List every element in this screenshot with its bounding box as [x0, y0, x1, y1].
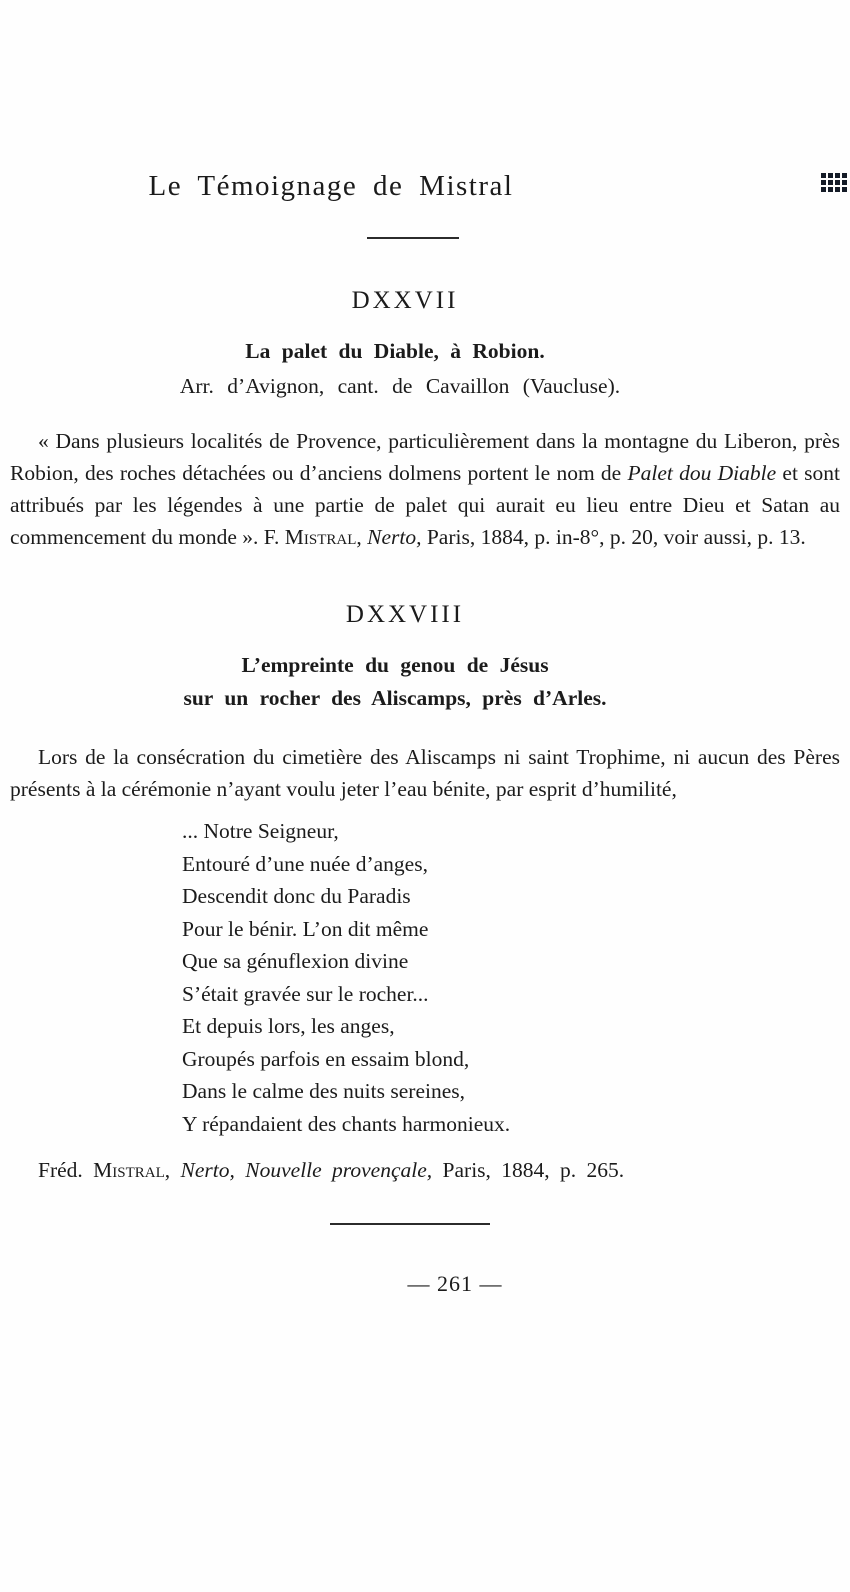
- poem-line: Pour le bénir. L’on dit même: [182, 916, 429, 941]
- section-number: DXXVII: [351, 287, 459, 314]
- poem-line: Y répandaient des chants harmonieux.: [182, 1111, 511, 1136]
- title-divider: [367, 237, 459, 239]
- text-segment: Fréd.: [38, 1158, 94, 1182]
- text-segment: Lors de la consécration du cimetière des Aliscamps ni saint Trophime, ni aucun des Pères présents à la cérémonie n’ayant voulu jeter l’eau bénite, par esprit d’humilité,: [10, 745, 840, 801]
- apps-grid-icon[interactable]: [821, 173, 847, 192]
- text-segment-smallcaps: Mistral: [93, 1158, 165, 1182]
- text-segment: « Dans plusieurs localités de Provence, particulièrement dans la montagne du Liberon, près Robion, des roches détachées ou d’anciens dolmens portent le nom de: [10, 429, 840, 485]
- paragraph: [10, 741, 840, 805]
- poem-line: ... Notre Seigneur,: [182, 819, 339, 843]
- text-segment-italic: Nerto,: [367, 525, 422, 549]
- text-segment-smallcaps: Mistral: [284, 525, 357, 549]
- page-title: Le Témoignage de Mistral: [148, 170, 514, 202]
- text-segment: Paris, 1884, p. 265.: [432, 1158, 625, 1182]
- poem-line: Dans le calme des nuits sereines,: [182, 1079, 465, 1103]
- text-segment-italic: Nerto, Nouvelle provençale,: [180, 1158, 433, 1182]
- section-dxxviii: [10, 601, 840, 1183]
- text-segment: et sont attribués par les légendes à une partie de palet qui aurait eu lieu entre Dieu et Satan au commencement du monde ». F.: [10, 461, 841, 549]
- text-segment: ,: [356, 525, 368, 549]
- section-heading-line2: sur un rocher des Aliscamps, près d’Arles.: [183, 686, 607, 710]
- page-number: — 261 —: [407, 1271, 503, 1296]
- section-heading: La palet du Diable, à Robion.: [245, 339, 545, 363]
- poem-line: Et depuis lors, les anges,: [182, 1014, 395, 1038]
- poem-line: Groupés parfois en essaim blond,: [182, 1046, 470, 1071]
- text-segment: Paris, 1884, p. in-8°, p. 20, voir aussi, p. 13.: [421, 525, 806, 549]
- poem-line: Que sa génuflexion divine: [182, 949, 409, 973]
- poem-block: [182, 815, 840, 1140]
- citation: [38, 1158, 840, 1183]
- poem-line: Descendit donc du Paradis: [182, 884, 411, 908]
- poem-line: Entouré d’une nuée d’anges,: [182, 851, 428, 876]
- section-number: DXXVIII: [345, 601, 465, 628]
- paragraph: [10, 425, 840, 553]
- section-subheading: Arr. d’Avignon, cant. de Cavaillon (Vaucluse).: [179, 374, 621, 398]
- section-dxxvii: [10, 287, 840, 553]
- text-segment-italic: Palet dou Diable: [627, 461, 777, 485]
- poem-line: S’était gravée sur le rocher...: [182, 981, 429, 1006]
- text-segment: ,: [164, 1158, 181, 1182]
- footer-divider: [330, 1223, 490, 1225]
- section-heading: [10, 649, 780, 715]
- section-heading-line1: L’empreinte du genou de Jésus: [241, 653, 549, 677]
- scanned-book-page: [0, 170, 850, 1592]
